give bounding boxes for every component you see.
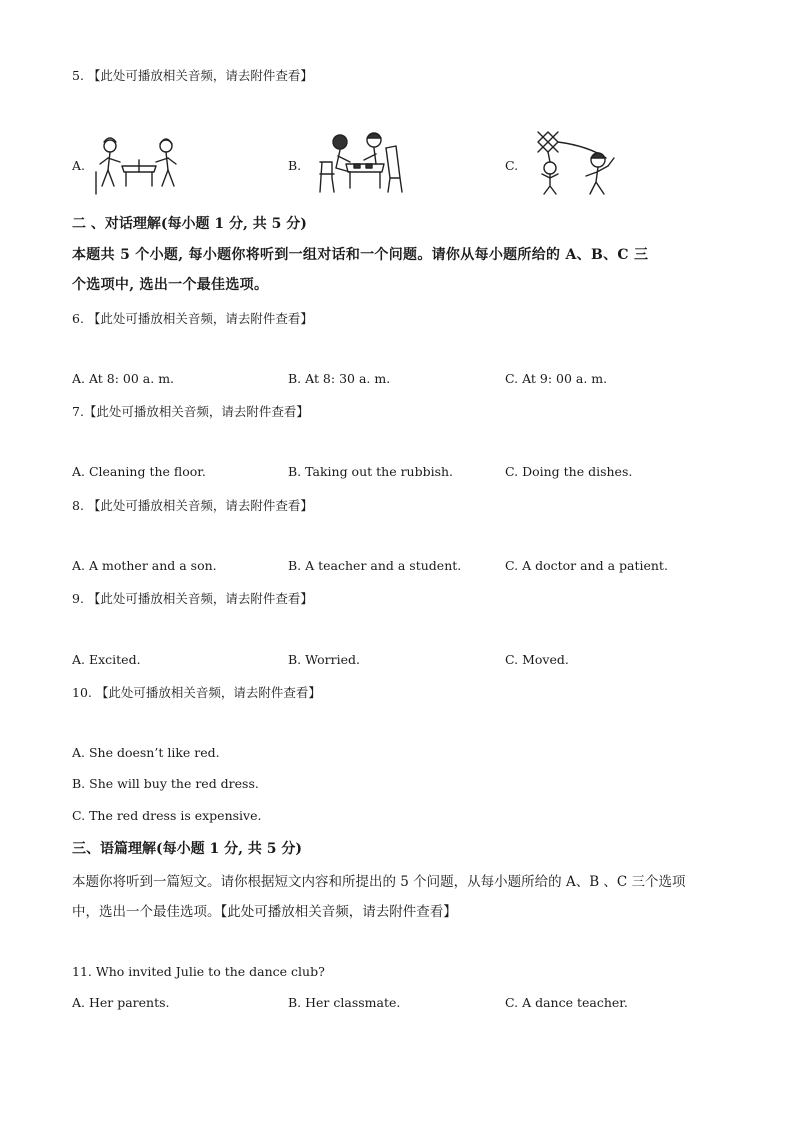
q11-option-a: A. Her parents. <box>72 995 170 1010</box>
q10-option-b: B. She will buy the red dress. <box>72 776 259 791</box>
chess-picture-icon <box>310 128 405 196</box>
q8-option-c: C. A doctor and a patient. <box>505 558 668 573</box>
question-6: 6. 【此处可播放相关音频，请去附件查看】 <box>72 311 313 326</box>
q9-option-a: A. Excited. <box>72 652 141 667</box>
question-8: 8. 【此处可播放相关音频，请去附件查看】 <box>72 498 313 513</box>
q9-option-b: B. Worried. <box>288 652 360 667</box>
section-2-instruction-line-2: 个选项中, 选出一个最佳选项。 <box>72 277 269 293</box>
q7-option-b: B. Taking out the rubbish. <box>288 464 454 479</box>
question-11: 11. Who invited Julie to the dance club? <box>72 964 325 979</box>
q6-option-c: C. At 9: 00 a. m. <box>505 371 608 386</box>
section-2-instruction-line-1: 本题共 5 个小题, 每小题你将听到一组对话和一个问题。请你从每小题所给的 A、B、C 三 <box>72 247 649 263</box>
section-2-heading: 二 、对话理解(每小题 1 分, 共 5 分) <box>72 216 307 232</box>
kite-picture-icon <box>528 128 620 196</box>
q5-option-a-label: A. <box>72 158 86 173</box>
q10-option-a: A. She doesn’t like red. <box>72 745 220 760</box>
question-7: 7.【此处可播放相关音频，请去附件查看】 <box>72 404 309 419</box>
question-9: 9. 【此处可播放相关音频，请去附件查看】 <box>72 591 313 606</box>
table-tennis-picture-icon <box>92 132 184 198</box>
section-3-paragraph-line-2: 中，选出一个最佳选项。【此处可播放相关音频，请去附件查看】 <box>72 904 457 920</box>
question-5: 5. 【此处可播放相关音频，请去附件查看】 <box>72 68 313 83</box>
section-3-paragraph-line-1: 本题你将听到一篇短文。请你根据短文内容和所提出的 5 个问题，从每小题所给的 A、B 、C 三个选项 <box>72 874 686 890</box>
q5-option-c-label: C. <box>505 158 519 173</box>
q10-option-c: C. The red dress is expensive. <box>72 808 262 823</box>
q11-option-c: C. A dance teacher. <box>505 995 628 1010</box>
section-3-heading: 三、语篇理解(每小题 1 分, 共 5 分) <box>72 841 302 857</box>
q11-option-b: B. Her classmate. <box>288 995 401 1010</box>
q8-option-b: B. A teacher and a student. <box>288 558 462 573</box>
q7-option-a: A. Cleaning the floor. <box>72 464 206 479</box>
q5-option-b-label: B. <box>288 158 302 173</box>
q7-option-c: C. Doing the dishes. <box>505 464 633 479</box>
question-10: 10. 【此处可播放相关音频，请去附件查看】 <box>72 685 321 700</box>
q6-option-a: A. At 8: 00 a. m. <box>72 371 175 386</box>
q8-option-a: A. A mother and a son. <box>72 558 217 573</box>
q6-option-b: B. At 8: 30 a. m. <box>288 371 391 386</box>
q9-option-c: C. Moved. <box>505 652 569 667</box>
